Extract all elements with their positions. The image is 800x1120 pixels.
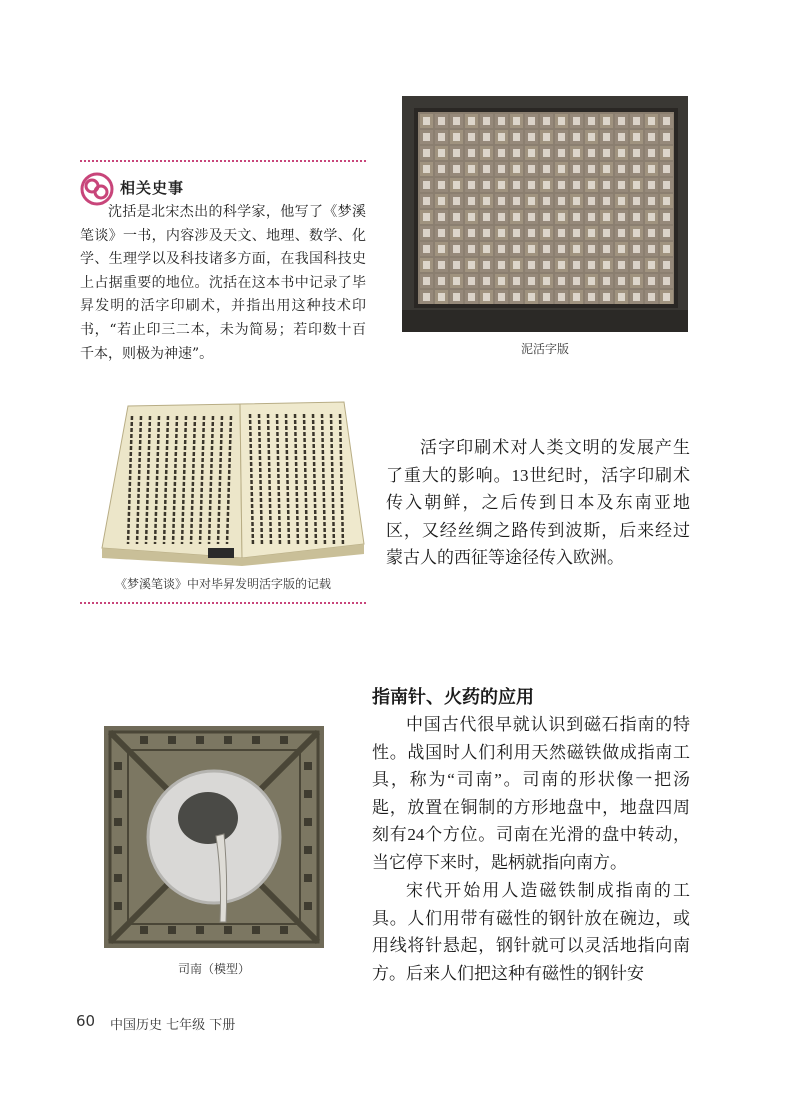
sinan-caption: 司南（模型） [177,962,250,976]
sidebar-top-divider [80,160,366,162]
sidebar-heading: 相关史事 [120,179,185,197]
clay-movable-type-image [402,96,688,332]
printing-influence-paragraph: 活字印刷术对人类文明的发展产生了重大的影响。13世纪时，活字印刷术传入朝鲜，之后传到日本及东南亚地区，又经丝绸之路传到波斯，后来经过蒙古人的西征等途径传入欧洲。 [386,438,690,568]
sidebar-bottom-divider [80,602,366,604]
sidebar-paragraph: 沈括是北宋杰出的科学家，他写了《梦溪笔谈》一书，内容涉及天文、地理、数学、化学、生理学以及科技诸多方面，在我国科技史上占据重要的地位。沈括在这本书中记录了毕昇发明的活字印刷术，并指出用这种技术印书，“若止印三二本，未为简易；若印数十百千本，则极为神速”。 [80,204,366,362]
compass-paragraph-2: 宋代开始用人造磁铁制成指南的工具。人们用带有磁性的钢针放在碗边，或用线将针悬起，钢针就可以灵活地指向南方。后来人们把这种有磁性的钢针安 [372,881,690,983]
compass-paragraph-1: 中国古代很早就认识到磁石指南的特性。战国时人们利用天然磁铁做成指南工具，称为“司南”。司南的形状像一把汤匙，放置在铜制的方形地盘中，地盘四周刻有24个方位。司南在光滑的盘中转动，当它停下来时，匙柄就指向南方。 [372,715,690,872]
book-caption: 《梦溪笔谈》中对毕昇发明活字版的记载 [114,577,331,591]
mengxi-bitan-book-image [98,398,368,568]
sinan-compass-image [104,726,324,948]
page-number: 60 [76,1012,96,1030]
section-heading: 指南针、火药的应用 [372,687,534,708]
book-title: 中国历史 七年级 下册 [110,1018,236,1033]
clay-type-caption: 泥活字版 [520,342,569,356]
